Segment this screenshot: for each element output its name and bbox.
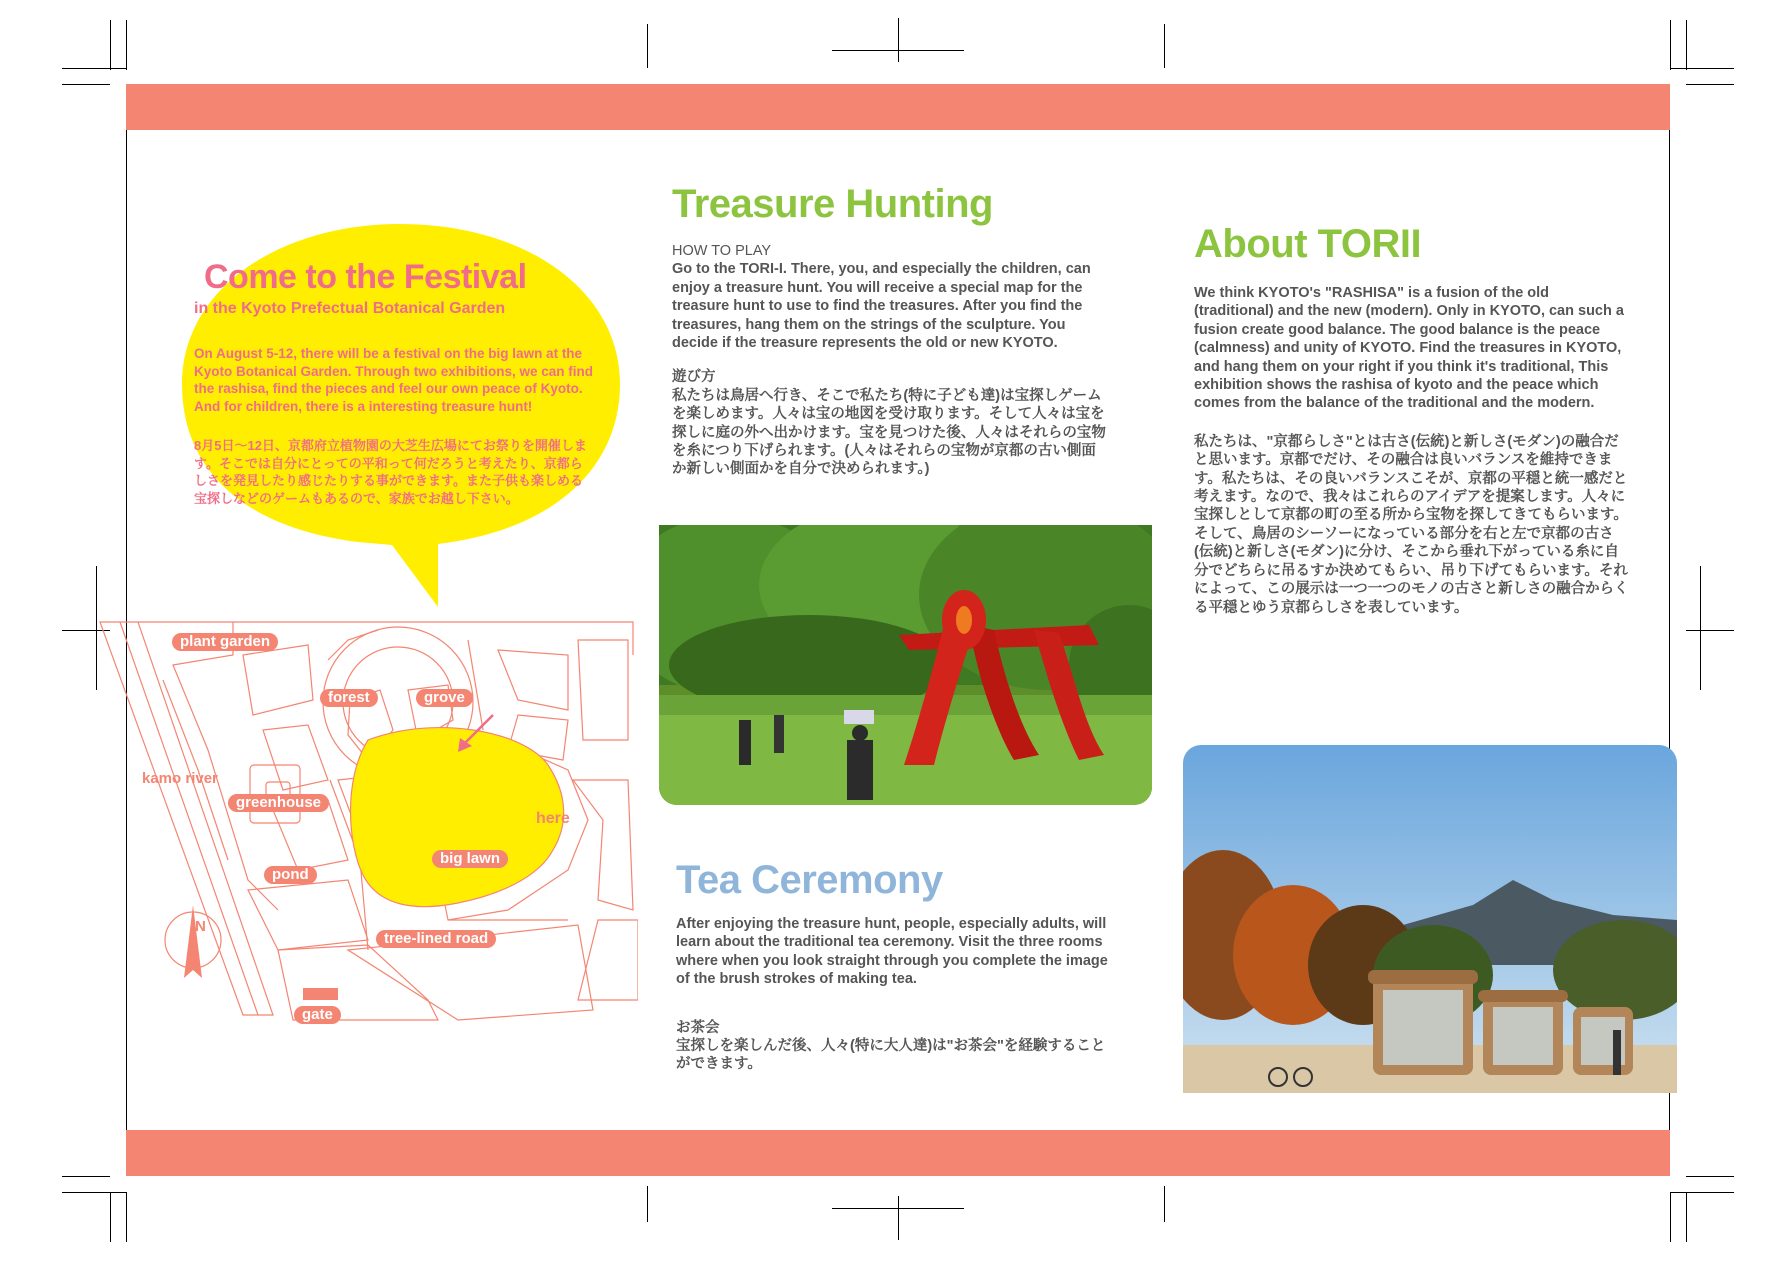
crop-mark [898, 1196, 899, 1240]
crop-mark [96, 566, 97, 690]
treasure-title: Treasure Hunting [672, 182, 993, 226]
crop-mark [1686, 84, 1734, 85]
crop-mark [1686, 1192, 1687, 1242]
festival-subtitle: in the Kyoto Prefectual Botanical Garden [194, 300, 506, 317]
crop-mark [126, 1192, 127, 1242]
crop-mark [898, 18, 899, 62]
tea-jp-label: お茶会 [676, 1019, 720, 1036]
map-label-pond: pond [264, 866, 317, 884]
torii-title: About TORII [1194, 222, 1422, 266]
festival-body-en: On August 5-12, there will be a festival on the big lawn at the Kyoto Botanical Garden. Through two exhibitions, we can find the rashisa, find the pieces and feel our own peace of Kyoto. And for children, there is a interesting treasure hunt! [194, 346, 594, 414]
crop-mark [62, 84, 110, 85]
map-label-plant-garden: plant garden [172, 633, 278, 651]
festival-title: Come to the Festival [204, 258, 527, 296]
map-label-greenhouse: greenhouse [228, 794, 329, 812]
crop-mark [1700, 566, 1701, 690]
crop-mark [1164, 1186, 1165, 1222]
tea-body-jp: 宝探しを楽しんだ後、人々(特に大人達)は"お茶会"を経験することができます。 [676, 1038, 1106, 1073]
tea-body-en: After enjoying the treasure hunt, people, especially adults, will learn about the traditional tea ceremony. Visit the three rooms where when you look straight through you complete the image of the brush strokes of making tea. [676, 916, 1108, 988]
crop-mark [1670, 1192, 1734, 1193]
treasure-jp-label: 遊び方 [672, 369, 716, 386]
treasure-howto-label: HOW TO PLAY [672, 243, 772, 259]
crop-mark [110, 20, 111, 70]
crop-mark [647, 24, 648, 68]
map-label-gate: gate [294, 1006, 341, 1024]
crop-mark [1670, 1192, 1671, 1242]
map-label-north: N [195, 918, 206, 935]
treasure-body-jp: 私たちは鳥居へ行き、そこで私たち(特に子ども達)は宝探しゲームを楽しめます。人々は宝の地図を受け取ります。そして人々は宝を探しに庭の外へ出かけます。宝を見つけた後、人々はそれらの宝物を糸につり下げられます。(人々はそれらの宝物が京都の古い側面か新しい側面かを自分で決められます。) [672, 387, 1106, 478]
map-label-big-lawn: big lawn [432, 850, 508, 868]
crop-mark [126, 20, 127, 70]
crop-mark [1686, 630, 1734, 631]
torii-sculpture-photo-art [659, 525, 1152, 805]
crop-mark [1686, 1176, 1734, 1177]
bottom-band [126, 1130, 1670, 1176]
crop-mark [110, 1192, 111, 1242]
tea-title: Tea Ceremony [676, 858, 943, 902]
crop-mark [62, 68, 126, 69]
garden-map [98, 620, 638, 1040]
crop-mark [1686, 20, 1687, 70]
crop-mark [1670, 68, 1734, 69]
treasure-body-en: Go to the TORI-I. There, you, and especially the children, can enjoy a treasure hunt. You will receive a special map for the treasure hunt to use to find the treasures. After you find the treasures, hang them on the strings of the sculpture. You decide if the treasure represents the old or new KYOTO. [672, 261, 1091, 352]
crop-mark [62, 1176, 110, 1177]
festival-body-jp: 8月5日〜12日、京都府立植物園の大芝生広場にてお祭りを開催します。そこでは自分にとっての平和って何だろうと考えたり、京都らしさを発見したり感じたりする事ができます。また子供も楽しめる宝探しなどのゲームもあるので、家族でお越し下さい。 [194, 438, 587, 506]
map-label-grove: grove [416, 689, 473, 707]
crop-mark [1164, 24, 1165, 68]
map-label-kamo-river: kamo river [142, 770, 218, 787]
tea-pavilion-photo-art [1183, 745, 1677, 1093]
map-label-here: here [536, 810, 570, 827]
crop-mark [647, 1186, 648, 1222]
top-band [126, 84, 1670, 130]
torii-sculpture-photo [659, 525, 1152, 805]
crop-mark [62, 1192, 126, 1193]
map-label-forest: forest [320, 689, 378, 707]
crop-mark [1670, 20, 1671, 70]
tea-pavilion-photo [1183, 745, 1677, 1093]
torii-body-jp: 私たちは、"京都らしさ"とは古さ(伝統)と新しさ(モダン)の融合だと思います。京都でだけ、その融合は良いバランスを維持できます。私たちは、その良いバランスこそが、京都の平穏と統一感だと考えます。なので、我々はこれらのアイデアを提案します。人々に宝探しとして京都の町の至る所から宝物を探してきてもらいます。そして、鳥居のシーソーになっている部分を右と左で京都の古さ(伝統)と新しさ(モダン)に分け、そこから垂れ下がっている糸に自分でどちらに吊るすか決めてもらい、吊り下げてもらいます。それによって、この展示は一つ一つのモノの古さと新しさの融合からくる平穏とゆう京都らしさを表しています。 [1194, 433, 1629, 616]
torii-body-en: We think KYOTO's "RASHISA" is a fusion of the old (traditional) and the new (modern). Only in KYOTO, can such a fusion create good balance. The good balance is the peace (calmness) and unity of KYOTO. Find the treasures in KYOTO, and hang them on your right if you think it's traditional, This exhibition shows the rashisa of kyoto and the peace which comes from the balance of the traditional and the modern. [1194, 285, 1624, 412]
map-label-tree-lined-road: tree-lined road [376, 930, 496, 948]
